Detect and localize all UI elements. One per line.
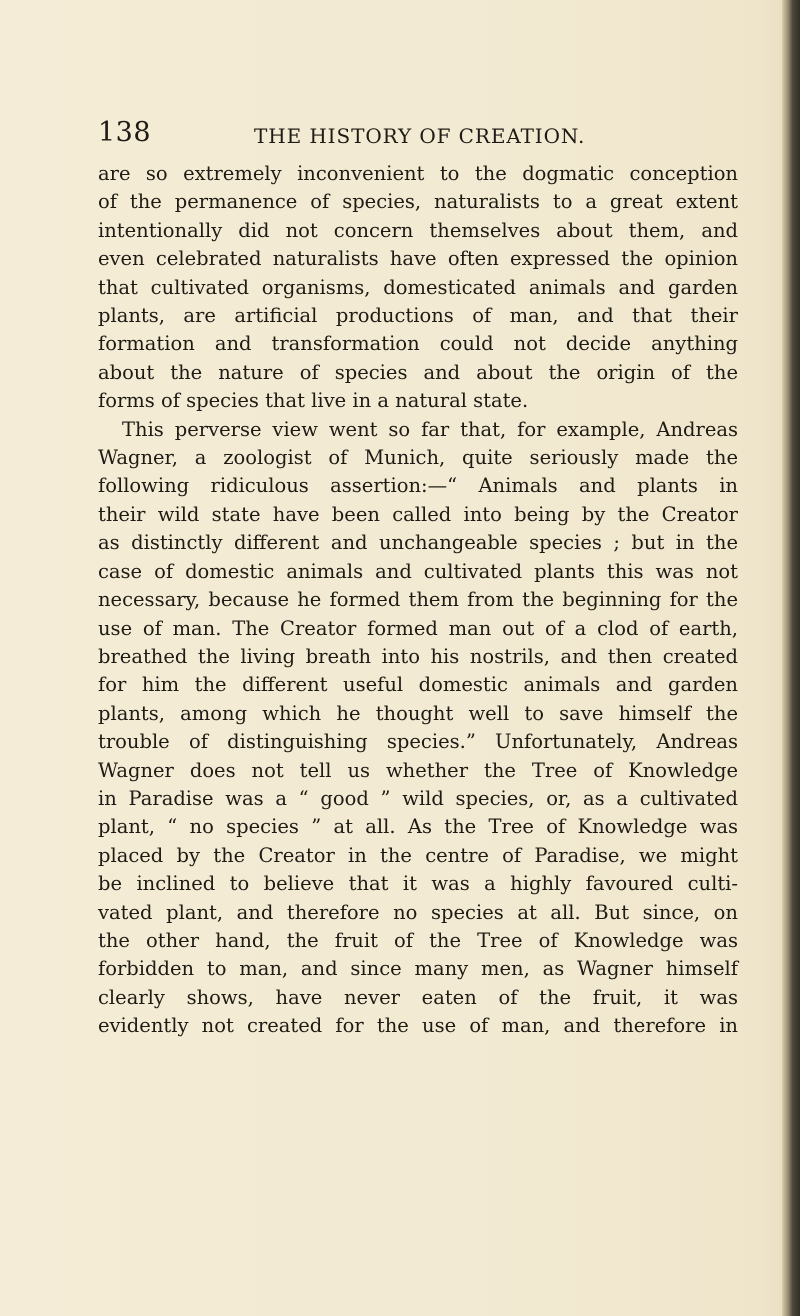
text-line: the other hand, the fruit of the Tree of Knowledge was [98, 928, 738, 952]
text-line: use of man. The Creator formed man out of a clod of earth, [98, 616, 738, 640]
text-line: intentionally did not concern themselves about them, and [98, 218, 738, 242]
text-line: following ridiculous assertion:—“ Animals and plants in [98, 474, 738, 498]
text-line: their wild state have been called into being by the Creator [98, 502, 738, 526]
text-line: Wagner does not tell us whether the Tree of Knowledge [98, 758, 738, 782]
text-line: about the nature of species and about the origin of the [98, 360, 738, 384]
text-line: trouble of distinguishing species.” Unfortunately, Andreas [98, 730, 738, 754]
text-line: case of domestic animals and cultivated plants this was not [98, 559, 738, 583]
text-line: placed by the Creator in the centre of Paradise, we might [98, 843, 738, 867]
running-head: THE HISTORY OF CREATION. [254, 124, 586, 148]
text-line: in Paradise was a “ good ” wild species, or, as a cultivated [98, 786, 738, 810]
text-line: for him the different useful domestic animals and garden [98, 673, 738, 697]
page-edge-shadow [782, 0, 800, 1316]
text-line: plant, “ no species ” at all. As the Tree of Knowledge was [98, 815, 738, 839]
text-line: clearly shows, have never eaten of the fruit, it was [98, 985, 738, 1009]
body-text [98, 160, 738, 1041]
text-line: formation and transformation could not decide anything [98, 332, 738, 356]
text-line: vated plant, and therefore no species at all. But since, on [98, 900, 738, 924]
text-line: This perverse view went so far that, for example, Andreas [122, 417, 738, 441]
text-line: necessary, because he formed them from the beginning for the [98, 588, 738, 612]
text-line: plants, are artificial productions of man, and that their [98, 304, 738, 328]
text-line: be inclined to believe that it was a highly favoured culti- [98, 872, 738, 896]
text-line: of the permanence of species, naturalists to a great extent [98, 190, 738, 214]
text-line: breathed the living breath into his nostrils, and then created [98, 644, 738, 668]
text-line: even celebrated naturalists have often expressed the opinion [98, 247, 738, 271]
text-line: forbidden to man, and since many men, as Wagner himself [98, 957, 738, 981]
page-number: 138 [98, 117, 152, 148]
page-header [98, 116, 738, 156]
text-line: plants, among which he thought well to save himself the [98, 701, 738, 725]
text-line: are so extremely inconvenient to the dogmatic conception [98, 162, 738, 185]
text-line: forms of species that live in a natural state. [98, 389, 529, 413]
text-line: Wagner, a zoologist of Munich, quite seriously made the [98, 446, 738, 470]
text-line: evidently not created for the use of man, and therefore in [98, 1014, 738, 1038]
text-line: that cultivated organisms, domesticated animals and garden [98, 275, 738, 299]
text-line: as distinctly different and unchangeable species ; but in the [98, 531, 738, 555]
